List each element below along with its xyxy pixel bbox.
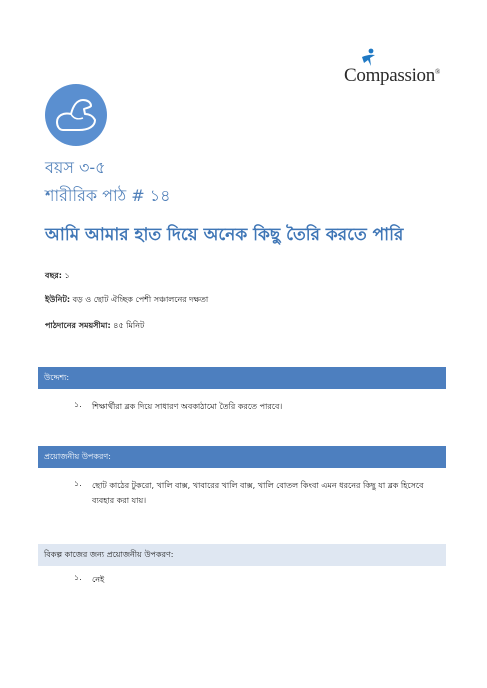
logo-registered-mark: ®: [434, 68, 440, 76]
meta-year-label: বছর:: [45, 271, 62, 280]
lesson-number: শারীরিক পাঠ # ১৪: [45, 186, 171, 205]
meta-unit: [45, 294, 208, 307]
objective-heading: উদ্দেশ্য:: [38, 367, 446, 389]
logo-text: Compassion: [344, 65, 435, 86]
meta-duration: [45, 320, 144, 333]
meta-year: [45, 270, 70, 283]
list-number: ১.: [74, 573, 82, 582]
meta-duration-value: ৪৫ মিনিট: [113, 321, 145, 330]
list-text: নেই: [92, 575, 105, 584]
alt-materials-heading: বিকল্প কাজের জন্য প্রয়োজনীয় উপকরণ:: [38, 544, 446, 566]
lesson-title: আমি আমার হাত দিয়ে অনেক কিছু তৈরি করতে পারি: [45, 225, 404, 245]
age-group: বয়স ৩-৫: [45, 158, 106, 177]
muscle-arm-icon: [45, 84, 107, 146]
list-text: ছোট কাঠের টুকরো, খালি বাক্স, খাবারের খালি বাক্স, খালি বোতল কিংবা এমন ধরনের কিছু যা ব্লক হিসেবে ব্যবহার করা যায়।: [92, 481, 424, 505]
compassion-logo: [344, 48, 448, 88]
materials-heading: প্রয়োজনীয় উপকরণ:: [38, 446, 446, 468]
list-number: ১.: [74, 400, 82, 409]
meta-unit-value: বড় ও ছোট ঐচ্ছিক পেশী সঞ্চালনের দক্ষতা: [72, 295, 209, 304]
meta-unit-label: ইউনিট:: [45, 295, 71, 304]
meta-year-value: ১: [64, 271, 70, 280]
list-number: ১.: [74, 479, 82, 488]
meta-duration-label: পাঠদানের সময়সীমা:: [45, 321, 111, 330]
list-text: শিক্ষার্থীরা ব্লক দিয়ে সাধারণ অবকাঠামো তৈরি করতে পারবে।: [92, 402, 283, 411]
